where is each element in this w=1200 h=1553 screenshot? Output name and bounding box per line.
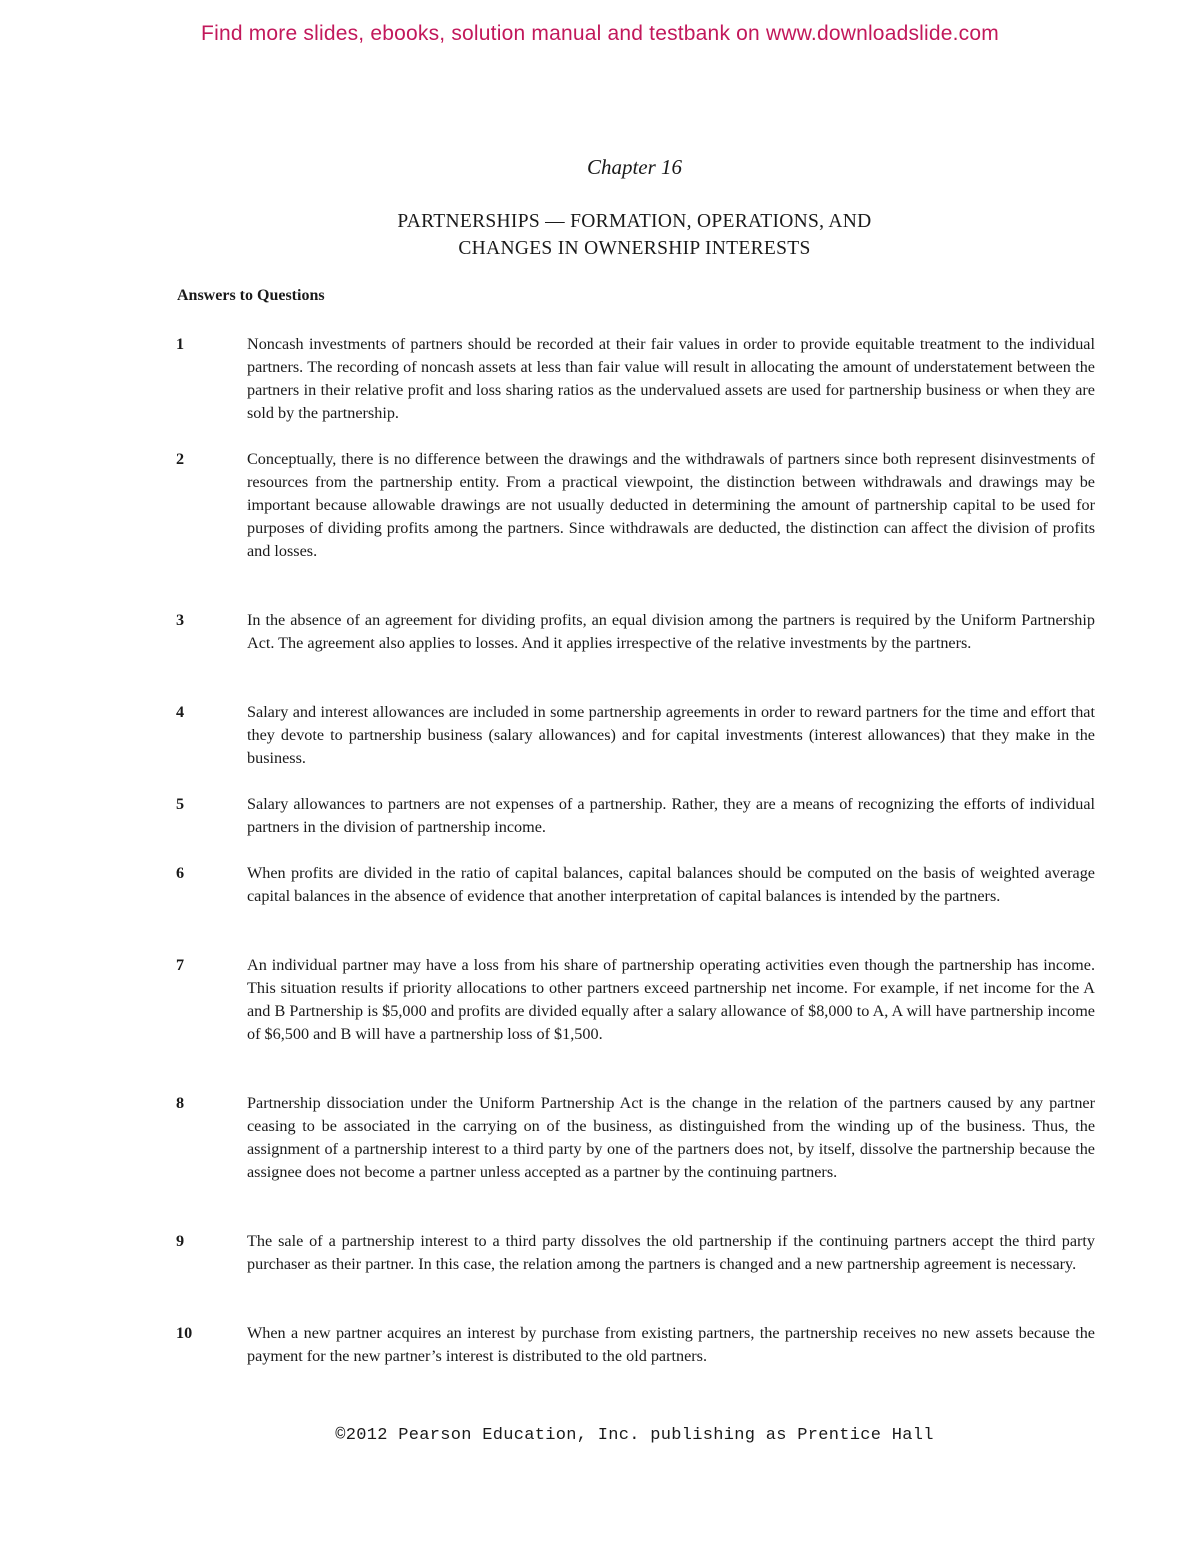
answer-number: 2 [176, 450, 185, 468]
answer-text: When profits are divided in the ratio of capital balances, capital balances should be computed on the basis of weighted average capital balances in the absence of evidence that another interpretation of capital balances is intended by the partners. [247, 864, 1095, 905]
title-line-1: PARTNERSHIPS — FORMATION, OPERATIONS, AND [397, 211, 872, 232]
answer-number: 6 [176, 864, 185, 882]
answer-text: Salary and interest allowances are included in some partnership agreements in order to reward partners for the time and effort that they devote to partnership business (salary allowances) and for capital investments (interest allowances) that they make in the business. [247, 703, 1095, 767]
answer-number: 3 [176, 611, 185, 629]
watermark-banner: Find more slides, ebooks, solution manual and testbank on www.downloadslide.com [201, 22, 999, 45]
answer-number: 7 [176, 956, 185, 974]
answer-number: 8 [176, 1094, 185, 1112]
answer-number: 5 [176, 795, 185, 813]
answer-text: The sale of a partnership interest to a third party dissolves the old partnership if the continuing partners accept the third party purchaser as their partner. In this case, the relation among the partners is changed and a new partnership agreement is necessary. [247, 1232, 1095, 1273]
answer-text: In the absence of an agreement for dividing profits, an equal division among the partners is required by the Uniform Partnership Act. The agreement also applies to losses. And it applies irrespective of the relative investments by the partners. [247, 611, 1095, 652]
answer-text: Salary allowances to partners are not expenses of a partnership. Rather, they are a means of recognizing the efforts of individual partners in the division of partnership income. [247, 795, 1095, 836]
answer-text: Conceptually, there is no difference between the drawings and the withdrawals of partners since both represent disinvestments of resources from the partnership entity. From a practical viewpoint, the distinction between withdrawals and drawings may be important because allowable drawings are not usually deducted in determining the amount of partnership capital to be used for purposes of dividing profits among the partners. Since withdrawals are deducted, the distinction can affect the division of profits and losses. [247, 450, 1095, 560]
chapter-label: Chapter 16 [586, 155, 683, 179]
title-line-2: CHANGES IN OWNERSHIP INTERESTS [458, 238, 811, 259]
answer-number: 1 [176, 335, 185, 353]
answer-number: 10 [176, 1324, 193, 1342]
answer-number: 9 [176, 1232, 185, 1250]
answer-text: Noncash investments of partners should be recorded at their fair values in order to provide equitable treatment to the individual partners. The recording of noncash assets at less than fair value will result in allocating the amount of understatement between the partners in their relative profit and loss sharing ratios as the undervalued assets are used for partnership business or when they are sold by the partnership. [247, 335, 1095, 422]
answer-number: 4 [176, 703, 185, 721]
section-heading: Answers to Questions [177, 287, 325, 304]
page-title [0, 208, 1200, 262]
answer-text: When a new partner acquires an interest by purchase from existing partners, the partnership receives no new assets because the payment for the new partner’s interest is distributed to the old partners. [247, 1324, 1095, 1365]
answer-text: Partnership dissociation under the Uniform Partnership Act is the change in the relation of the partners caused by any partner ceasing to be associated in the carrying on of the business, as distinguished from the winding up of the business. Thus, the assignment of a partnership interest to a third party by one of the partners does not, by itself, dissolve the partnership because the assignee does not become a partner unless accepted as a partner by the continuing partners. [247, 1094, 1095, 1181]
copyright-footer: ©2012 Pearson Education, Inc. publishing as Prentice Hall [335, 1426, 934, 1445]
answer-text: An individual partner may have a loss from his share of partnership operating activities even though the partnership has income. This situation results if priority allocations to other partners exceed partnership net income. For example, if net income for the A and B Partnership is $5,000 and profits are divided equally after a salary allowance of $8,000 to A, A will have partnership income of $6,500 and B will have a partnership loss of $1,500. [247, 956, 1095, 1043]
